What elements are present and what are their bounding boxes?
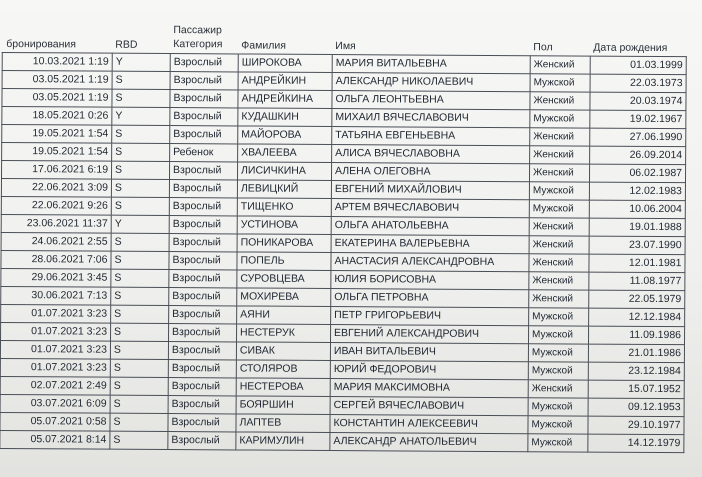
cell-dob: 10.06.2004 [589, 200, 685, 219]
cell-sex: Мужской [528, 398, 588, 416]
cell-category: Взрослый [169, 306, 237, 324]
cell-name: АЛЕНА ОЛЕГОВНА [331, 163, 529, 182]
cell-rbd: S [110, 431, 168, 449]
cell-booking-date: 01.07.2021 3:23 [1, 304, 111, 323]
header-surname: Фамилия [241, 39, 286, 52]
table-header [2, 14, 686, 57]
cell-category: Взрослый [170, 72, 238, 90]
cell-rbd: Y [112, 107, 170, 125]
cell-sex: Мужской [528, 434, 588, 452]
cell-name: АЛИСА ВЯЧЕСЛАВОВНА [332, 145, 530, 164]
cell-surname: ЛАПТЕВ [236, 414, 330, 433]
cell-rbd: Y [111, 215, 169, 233]
cell-booking-date: 19.05.2021 1:54 [2, 143, 112, 162]
cell-sex: Женский [529, 254, 589, 272]
cell-sex: Женский [530, 146, 590, 164]
cell-name: АЛЕКСАНДР АНАТОЛЬЕВИЧ [330, 433, 528, 452]
cell-category: Взрослый [169, 180, 237, 198]
cell-booking-date: 30.06.2021 7:13 [1, 286, 111, 305]
cell-booking-date: 01.07.2021 3:23 [1, 322, 111, 341]
cell-booking-date: 18.05.2021 0:26 [2, 107, 112, 126]
header-passenger: Пассажир [173, 24, 222, 37]
cell-surname: ЛИСИЧКИНА [237, 162, 331, 181]
cell-surname: СУРОВЦЕВА [237, 270, 331, 289]
passenger-table [0, 14, 687, 453]
cell-dob: 19.01.1988 [589, 218, 685, 237]
cell-rbd: S [112, 143, 170, 161]
cell-sex: Женский [528, 380, 588, 398]
cell-dob: 06.02.1987 [589, 164, 685, 183]
cell-surname: НЕСТЕРОВА [236, 378, 330, 397]
cell-dob: 26.09.2014 [590, 146, 686, 165]
cell-surname: ТИЩЕНКО [237, 198, 331, 217]
cell-sex: Женский [529, 290, 589, 308]
cell-dob: 27.06.1990 [590, 128, 686, 147]
cell-category: Взрослый [168, 342, 236, 360]
cell-name: ЕВГЕНИЙ МИХАЙЛОВИЧ [331, 181, 529, 200]
header-passenger-category [170, 15, 238, 54]
cell-name: АРТЕМ ВЯЧЕСЛАВОВИЧ [331, 199, 529, 218]
cell-booking-date: 24.06.2021 2:55 [1, 232, 111, 251]
cell-rbd: Y [112, 53, 170, 71]
cell-name: СЕРГЕЙ ВЯЧЕСЛАВОВИЧ [330, 397, 528, 416]
table-row [0, 430, 684, 452]
cell-surname: БОЯРШИН [236, 396, 330, 415]
cell-dob: 22.05.1979 [589, 290, 685, 309]
cell-category: Взрослый [169, 252, 237, 270]
cell-sex: Женский [530, 92, 590, 110]
cell-dob: 20.03.1974 [590, 92, 686, 111]
header-sex: Пол [533, 41, 553, 54]
cell-booking-date: 23.06.2021 11:37 [1, 214, 111, 233]
cell-booking-date: 01.07.2021 3:23 [0, 358, 110, 377]
cell-booking-date: 03.05.2021 1:19 [2, 71, 112, 90]
cell-booking-date: 22.06.2021 3:09 [1, 178, 111, 197]
cell-name: МАРИЯ МАКСИМОВНА [330, 379, 528, 398]
cell-surname: ПОПЕЛЬ [237, 252, 331, 271]
cell-surname: НЕСТЕРУК [237, 324, 331, 343]
cell-name: АНАСТАСИЯ АЛЕКСАНДРОВНА [331, 253, 529, 272]
cell-name: МАРИЯ ВИТАЛЬЕВНА [332, 55, 530, 74]
cell-name: ИВАН ВИТАЛЬЕВИЧ [330, 343, 528, 362]
cell-rbd: S [111, 305, 169, 323]
cell-rbd: S [110, 341, 168, 359]
cell-sex: Женский [530, 128, 590, 146]
cell-category: Взрослый [170, 108, 238, 126]
cell-surname: АНДРЕЙКИНА [238, 90, 332, 109]
cell-booking-date: 29.06.2021 3:45 [1, 268, 111, 287]
cell-surname: СИВАК [236, 342, 330, 361]
cell-category: Взрослый [169, 198, 237, 216]
cell-dob: 19.02.1967 [590, 110, 686, 129]
cell-category: Взрослый [169, 270, 237, 288]
cell-surname: МОХИРЕВА [237, 288, 331, 307]
cell-name: ЕКАТЕРИНА ВАЛЕРЬЕВНА [331, 235, 529, 254]
cell-sex: Женский [529, 218, 589, 236]
cell-rbd: S [112, 125, 170, 143]
cell-surname: ХВАЛЕЕВА [238, 144, 332, 163]
header-category: Категория [173, 38, 223, 51]
cell-name: МИХАИЛ ВЯЧЕСЛАВОВИЧ [332, 109, 530, 128]
cell-dob: 12.01.1981 [589, 254, 685, 273]
cell-surname: УСТИНОВА [237, 216, 331, 235]
cell-surname: АНДРЕЙКИН [238, 72, 332, 91]
cell-name: ОЛЬГА АНАТОЛЬЕВНА [331, 217, 529, 236]
cell-surname: ЛЕВИЦКИЙ [237, 180, 331, 199]
cell-category: Взрослый [169, 324, 237, 342]
cell-sex: Женский [530, 56, 590, 74]
cell-surname: ПОНИКАРОВА [237, 234, 331, 253]
cell-name: АЛЕКСАНДР НИКОЛАЕВИЧ [332, 73, 530, 92]
cell-sex: Мужской [528, 326, 588, 344]
cell-rbd: S [112, 89, 170, 107]
cell-surname: АЯНИ [237, 306, 331, 325]
cell-name: ЕВГЕНИЙ АЛЕКСАНДРОВИЧ [330, 325, 528, 344]
cell-booking-date: 10.03.2021 1:19 [2, 53, 112, 72]
cell-category: Взрослый [170, 126, 238, 144]
cell-booking-date: 17.06.2021 6:19 [1, 161, 111, 180]
header-rbd: RBD [115, 38, 138, 51]
cell-booking-date: 05.07.2021 8:14 [0, 430, 110, 449]
cell-booking-date: 01.07.2021 3:23 [0, 340, 110, 359]
cell-rbd: S [111, 179, 169, 197]
cell-rbd: S [111, 323, 169, 341]
header-booking: бронирования [6, 38, 77, 51]
cell-category: Взрослый [169, 288, 237, 306]
cell-surname: МАЙОРОВА [238, 126, 332, 145]
cell-surname: ШИРОКОВА [238, 54, 332, 73]
cell-rbd: S [111, 161, 169, 179]
cell-sex: Женский [529, 272, 589, 290]
cell-category: Ребенок [170, 144, 238, 162]
cell-dob: 15.07.1952 [588, 380, 684, 399]
cell-dob: 29.10.1977 [588, 416, 684, 435]
cell-dob: 23.07.1990 [589, 236, 685, 255]
cell-dob: 14.12.1979 [588, 434, 684, 453]
cell-name: КОНСТАНТИН АЛЕКСЕЕВИЧ [330, 415, 528, 434]
cell-name: ПЕТР ГРИГОРЬЕВИЧ [331, 307, 529, 326]
cell-category: Взрослый [168, 396, 236, 414]
cell-sex: Мужской [529, 200, 589, 218]
cell-name: ОЛЬГА ЛЕОНТЬЕВНА [332, 91, 530, 110]
cell-booking-date: 28.06.2021 7:06 [1, 250, 111, 269]
cell-sex: Мужской [528, 416, 588, 434]
cell-dob: 01.03.1999 [590, 56, 686, 75]
cell-booking-date: 03.05.2021 1:19 [2, 89, 112, 108]
header-dob: Дата рождения [593, 41, 668, 55]
cell-rbd: S [111, 233, 169, 251]
cell-name: ТАТЬЯНА ЕВГЕНЬЕВНА [332, 127, 530, 146]
cell-dob: 11.08.1977 [589, 272, 685, 291]
cell-category: Взрослый [168, 432, 236, 450]
cell-dob: 12.12.1984 [589, 308, 685, 327]
cell-sex: Женский [529, 236, 589, 254]
cell-surname: СТОЛЯРОВ [236, 360, 330, 379]
cell-category: Взрослый [170, 90, 238, 108]
cell-booking-date: 19.05.2021 1:54 [2, 125, 112, 144]
table-body [0, 53, 686, 453]
cell-rbd: S [111, 287, 169, 305]
cell-sex: Мужской [528, 362, 588, 380]
cell-sex: Мужской [530, 74, 590, 92]
cell-rbd: S [112, 71, 170, 89]
cell-name: ЮРИЙ ФЕДОРОВИЧ [330, 361, 528, 380]
cell-dob: 22.03.1973 [590, 74, 686, 93]
cell-dob: 23.12.1984 [588, 362, 684, 381]
cell-name: ОЛЬГА ПЕТРОВНА [331, 289, 529, 308]
cell-booking-date: 22.06.2021 9:26 [1, 196, 111, 215]
cell-surname: КАРИМУЛИН [236, 432, 330, 451]
cell-dob: 11.09.1986 [588, 326, 684, 345]
cell-rbd: S [110, 359, 168, 377]
cell-sex: Мужской [529, 308, 589, 326]
cell-category: Взрослый [169, 162, 237, 180]
cell-sex: Мужской [529, 182, 589, 200]
cell-category: Взрослый [168, 414, 236, 432]
cell-rbd: S [110, 413, 168, 431]
cell-category: Взрослый [169, 216, 237, 234]
cell-dob: 21.01.1986 [588, 344, 684, 363]
cell-category: Взрослый [168, 378, 236, 396]
cell-booking-date: 03.07.2021 6:09 [0, 394, 110, 413]
cell-rbd: S [111, 269, 169, 287]
cell-sex: Мужской [528, 344, 588, 362]
cell-category: Взрослый [168, 360, 236, 378]
cell-rbd: S [111, 251, 169, 269]
cell-dob: 09.12.1953 [588, 398, 684, 417]
cell-category: Взрослый [170, 54, 238, 72]
passenger-list [0, 14, 687, 453]
cell-category: Взрослый [169, 234, 237, 252]
cell-sex: Мужской [530, 110, 590, 128]
cell-dob: 12.02.1983 [589, 182, 685, 201]
cell-name: ЮЛИЯ БОРИСОВНА [331, 271, 529, 290]
cell-booking-date: 02.07.2021 2:49 [0, 376, 110, 395]
cell-rbd: S [110, 395, 168, 413]
cell-sex: Женский [529, 164, 589, 182]
cell-surname: КУДАШКИН [238, 108, 332, 127]
cell-rbd: S [110, 377, 168, 395]
cell-rbd: S [111, 197, 169, 215]
header-name: Имя [335, 40, 356, 53]
cell-booking-date: 05.07.2021 0:58 [0, 412, 110, 431]
